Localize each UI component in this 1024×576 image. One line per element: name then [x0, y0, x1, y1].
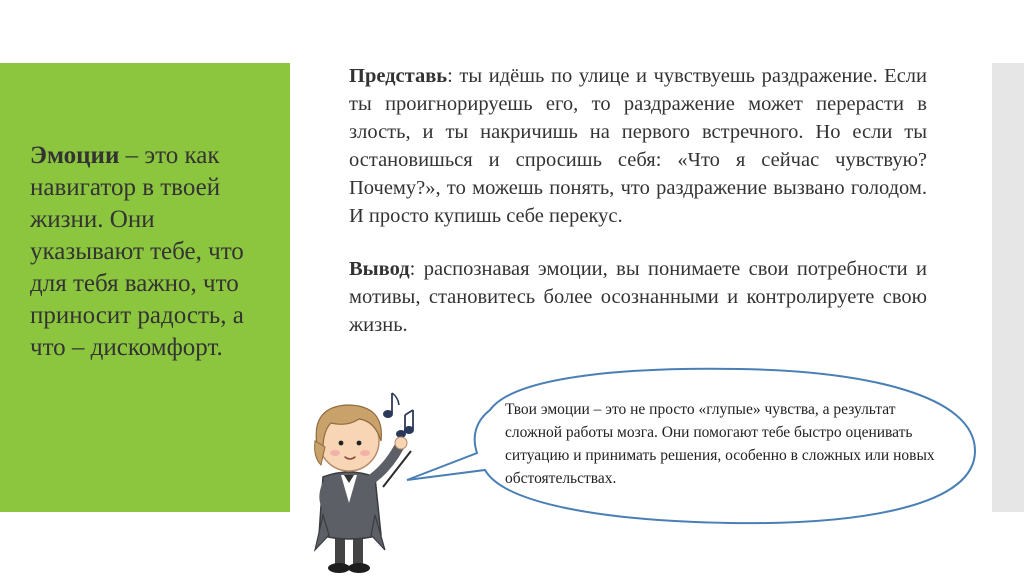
- right-gray-bar: [992, 63, 1024, 512]
- imagine-body: : ты идёшь по улице и чувствуешь раздражение. Если ты проигнорируешь его, то раздражение может перерасти в злость, и ты накричишь на первого встречного. Но если ты остановишься и спросишь себя: «Что я сейчас чувствую? Почему?», то можешь понять, что раздражение вызвано голодом. И просто купишь себе перекус.: [349, 65, 927, 227]
- conclusion-body: : распознавая эмоции, вы понимаете свои потребности и мотивы, становитесь более осознанными и контролируете свою жизнь.: [349, 258, 927, 336]
- emotions-definition-body: – это как навигатор в твоей жизни. Они указывают тебе, что для тебя важно, что приносит радость, а что – дискомфорт.: [30, 142, 244, 361]
- emotions-definition: [30, 140, 270, 364]
- imagine-lead: Представь: [349, 65, 448, 87]
- paragraph-conclusion: [349, 255, 927, 339]
- main-text-block: [349, 62, 927, 339]
- music-notes-icon: [384, 393, 414, 438]
- speech-bubble-text: Твои эмоции – это не просто «глупые» чувства, а результат сложной работы мозга. Они помогают тебе быстро оценивать ситуацию и принимать решения, особенно в сложных или новых обстоятельствах.: [505, 401, 935, 487]
- boy-conductor-illustration: [295, 385, 445, 576]
- conclusion-lead: Вывод: [349, 258, 410, 280]
- paragraph-imagine: [349, 62, 927, 230]
- emotions-term: Эмоции: [30, 142, 120, 169]
